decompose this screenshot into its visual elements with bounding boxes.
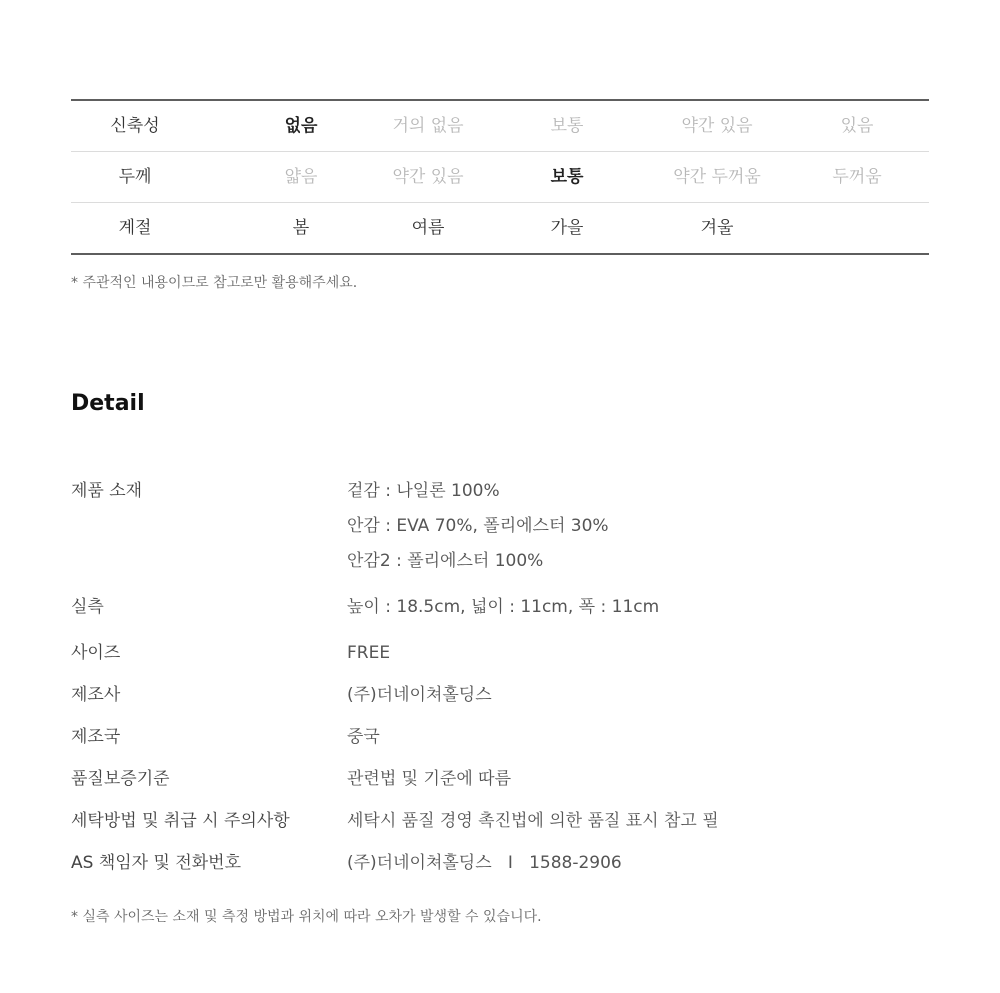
detail-value: 중국 [347, 727, 380, 747]
attribute-option: 있음 [840, 116, 874, 136]
attribute-option: 약간 있음 [392, 167, 464, 187]
attribute-option: 약간 두꺼움 [673, 167, 761, 187]
detail-row-as-contact [71, 848, 929, 883]
detail-value: (주)더네이쳐홀딩스 I 1588-2906 [347, 853, 622, 873]
detail-row-measurement [71, 592, 929, 627]
detail-row-size [71, 638, 929, 673]
detail-row-care [71, 806, 929, 841]
detail-value: 높이 : 18.5cm, 넓이 : 11cm, 폭 : 11cm [347, 597, 660, 617]
detail-note: * 실측 사이즈는 소재 및 측정 방법과 위치에 따라 오차가 발생할 수 있습니다. [71, 909, 542, 925]
attribute-option: 두꺼움 [832, 167, 882, 187]
detail-label: 세탁방법 및 취급 시 주의사항 [71, 811, 290, 831]
detail-value: 겉감 : 나일론 100% [347, 481, 500, 501]
attribute-row-thickness [71, 152, 929, 203]
detail-list [71, 476, 929, 883]
attribute-label: 계절 [118, 218, 152, 238]
detail-label: AS 책임자 및 전화번호 [71, 853, 242, 873]
detail-section-title: Detail [71, 391, 145, 416]
detail-row-manufacturer [71, 680, 929, 715]
detail-row-country [71, 722, 929, 757]
detail-value: (주)더네이쳐홀딩스 [347, 685, 492, 705]
attribute-row-season [71, 203, 929, 253]
attribute-option: 얇음 [284, 167, 318, 187]
attribute-label: 신축성 [110, 116, 160, 136]
attribute-option: 가을 [550, 218, 584, 238]
attribute-option-selected: 보통 [550, 167, 584, 187]
attribute-label: 두께 [118, 167, 152, 187]
detail-label: 제품 소재 [71, 481, 143, 501]
detail-value: FREE [347, 643, 391, 663]
product-attribute-table [71, 99, 929, 255]
attribute-note: * 주관적인 내용이므로 참고로만 활용해주세요. [71, 275, 358, 291]
attribute-option: 겨울 [700, 218, 734, 238]
attribute-option: 약간 있음 [681, 116, 753, 136]
detail-label: 품질보증기준 [71, 769, 170, 789]
detail-row-quality-standard [71, 764, 929, 799]
detail-row-material [71, 476, 929, 581]
detail-value: 안감2 : 폴리에스터 100% [347, 551, 544, 571]
attribute-option: 거의 없음 [392, 116, 464, 136]
attribute-option: 보통 [550, 116, 584, 136]
detail-label: 제조사 [71, 685, 121, 705]
detail-value: 세탁시 품질 경영 촉진법에 의한 품질 표시 참고 필 [347, 811, 719, 831]
detail-label: 실측 [71, 597, 104, 617]
attribute-option-selected: 없음 [284, 116, 318, 136]
detail-value: 관련법 및 기준에 따름 [347, 769, 512, 789]
detail-value: 안감 : EVA 70%, 폴리에스터 30% [347, 516, 609, 536]
attribute-option: 봄 [292, 218, 310, 238]
attribute-option: 여름 [411, 218, 445, 238]
detail-label: 사이즈 [71, 643, 121, 663]
detail-label: 제조국 [71, 727, 121, 747]
attribute-row-stretch [71, 101, 929, 152]
